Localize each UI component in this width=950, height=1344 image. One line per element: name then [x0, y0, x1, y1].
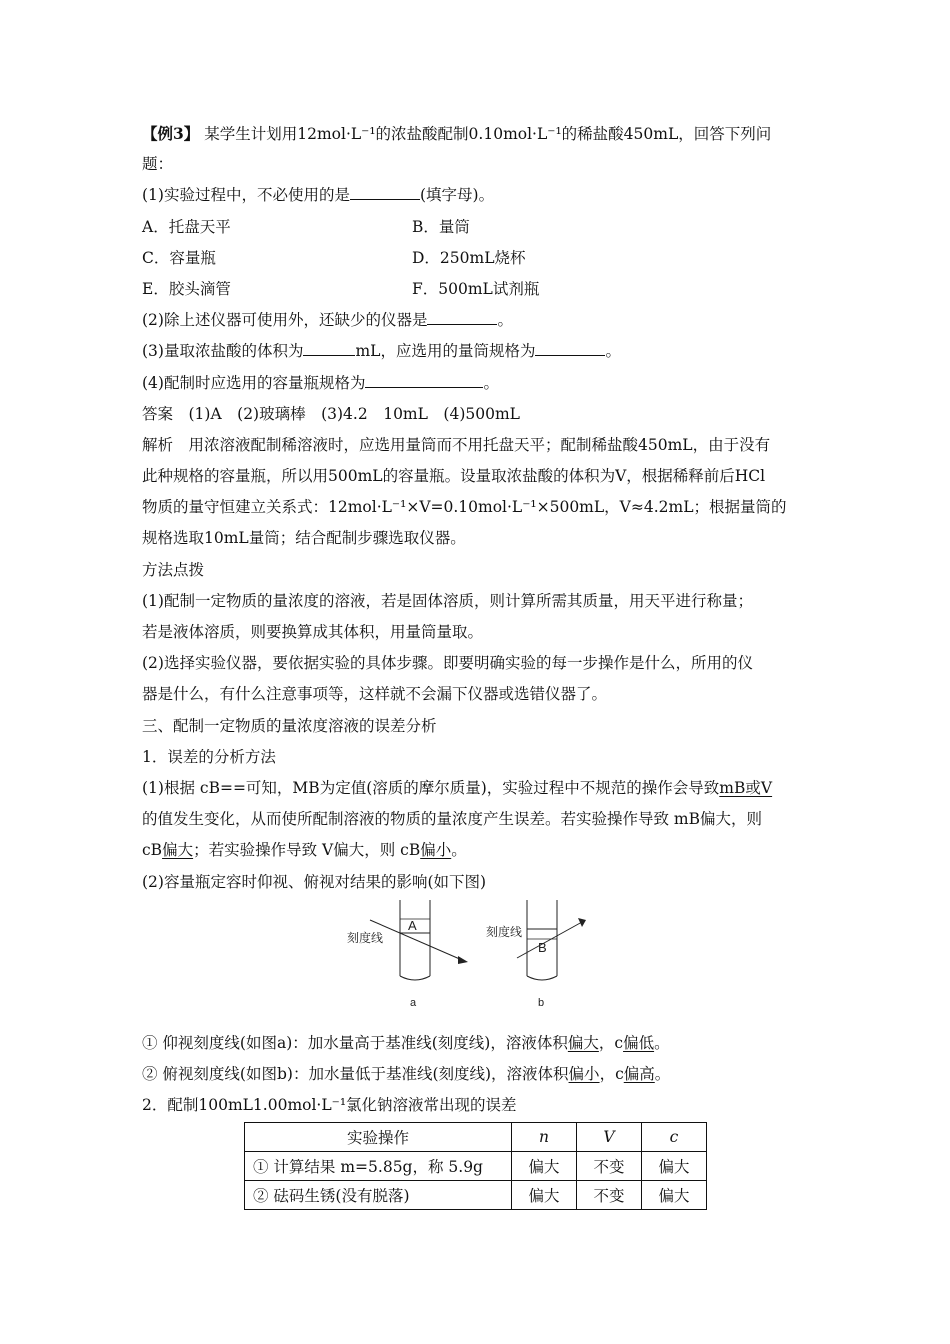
question-4: (4)配制时应选用的容量瓶规格为 。: [142, 373, 499, 392]
table-header-row: [245, 1123, 707, 1152]
document-body: [142, 118, 814, 1121]
option-e: E．胶头滴管: [142, 279, 231, 298]
table-cell: 偏大: [512, 1152, 577, 1181]
subsection-title: 2．配制100mL1.00mol·L⁻¹氯化钠溶液常出现的误差: [142, 1096, 517, 1115]
table-cell: 偏大: [642, 1181, 707, 1210]
answer-blank: [303, 341, 355, 356]
analysis-method-line-1: (1)根据 cB==可知，MB为定值(溶质的摩尔质量)，实验过程中不规范的操作会导致mB或V: [142, 778, 773, 797]
options-row-1: [142, 212, 814, 243]
option-a: A．托盘天平: [142, 217, 231, 236]
answer-blank: [535, 341, 605, 356]
table-cell: 偏大: [512, 1181, 577, 1210]
option-d: D．250mL烧杯: [412, 248, 526, 267]
table-row: [245, 1152, 707, 1181]
answer-line: 答案 (1)A (2)玻璃棒 (3)4.2 10mL (4)500mL: [142, 404, 520, 423]
table-cell: ① 计算结果 m=5.85g，称 5.9g: [245, 1152, 512, 1181]
figure-b: [486, 900, 586, 1009]
table-header: n: [512, 1123, 577, 1152]
analysis-line: 此种规格的容量瓶，所以用500mL的容量瓶。设量取浓盐酸的体积为V，根据稀释前后HCl: [142, 467, 766, 486]
method-line: 器是什么，有什么注意事项等，这样就不会漏下仪器或选错仪器了。: [142, 685, 608, 704]
look-up-line: ① 仰视刻度线(如图a)：加水量高于基准线(刻度线)，溶液体积偏大，c偏低。: [142, 1033, 670, 1052]
table-cell: ② 砝码生锈(没有脱落): [245, 1181, 512, 1210]
answer-blank: [427, 310, 497, 325]
table-cell: 偏大: [642, 1152, 707, 1181]
figure-intro: (2)容量瓶定容时仰视、俯视对结果的影响(如下图): [142, 872, 487, 891]
options-row-2: [142, 243, 814, 274]
table-header: 实验操作: [245, 1123, 512, 1152]
table-header: c: [642, 1123, 707, 1152]
flask-diagram: [142, 900, 814, 1028]
caption-b: b: [538, 996, 545, 1009]
table-cell: 不变: [577, 1152, 642, 1181]
table-row: [245, 1181, 707, 1210]
options-row-3: [142, 274, 814, 305]
scale-line-label-b: 刻度线: [486, 924, 523, 939]
option-c: C．容量瓶: [142, 248, 216, 267]
mark-a: A: [408, 917, 417, 933]
question-2: (2)除上述仪器可使用外，还缺少的仪器是 。: [142, 311, 513, 330]
caption-a: a: [410, 996, 417, 1009]
option-f: F．500mL试剂瓶: [412, 279, 540, 298]
mark-b: B: [538, 939, 547, 955]
section-title: 三、配制一定物质的量浓度溶液的误差分析: [142, 716, 437, 735]
question-1: (1)实验过程中，不必使用的是 (填字母)。: [142, 186, 495, 205]
method-line: 若是液体溶质，则要换算成其体积，用量筒量取。: [142, 623, 484, 641]
analysis-line: 规格选取10mL量筒；结合配制步骤选取仪器。: [142, 529, 466, 548]
analysis-line: 解析 用浓溶液配制稀溶液时，应选用量筒而不用托盘天平；配制稀盐酸450mL，由于没有: [142, 435, 771, 454]
analysis-line: 物质的量守恒建立关系式：12mol·L⁻¹×V=0.10mol·L⁻¹×500mL，V≈4.2mL；根据量筒的: [142, 498, 787, 517]
example-stem: 某学生计划用12mol·L⁻¹的浓盐酸配制0.10mol·L⁻¹的稀盐酸450mL，回答下列问: [204, 125, 772, 143]
example-stem-line-2: 题：: [142, 155, 174, 174]
answer-blank: [350, 185, 420, 200]
subsection-title: 1．误差的分析方法: [142, 747, 276, 766]
option-b: B．量筒: [412, 217, 470, 236]
figure-a: [347, 900, 468, 1009]
table-cell: 不变: [577, 1181, 642, 1210]
flask-figure: [142, 900, 814, 1028]
method-title: 方法点拨: [142, 560, 205, 579]
error-table: [244, 1122, 707, 1210]
analysis-method-line-3: cB偏大；若实验操作导致 V偏大，则 cB偏小。: [142, 841, 467, 860]
look-down-line: ② 俯视刻度线(如图b)：加水量低于基准线(刻度线)，溶液体积偏小，c偏高。: [142, 1064, 671, 1083]
question-3: (3)量取浓盐酸的体积为 mL，应选用的量筒规格为 。: [142, 342, 621, 361]
method-line: (2)选择实验仪器，要依据实验的具体步骤。即要明确实验的每一步操作是什么，所用的仪: [142, 654, 753, 673]
method-line: (1)配制一定物质的量浓度的溶液，若是固体溶质，则计算所需其质量，用天平进行称量；: [142, 591, 753, 610]
example-label: 【例3】: [142, 124, 200, 143]
table-header: V: [577, 1123, 642, 1152]
scale-line-label-a: 刻度线: [347, 930, 384, 945]
answer-blank: [365, 373, 483, 388]
example-stem-line-1: [142, 118, 814, 149]
analysis-method-line-2: 的值发生变化，从而使所配制溶液的物质的量浓度产生误差。若实验操作导致 mB偏大，则: [142, 810, 763, 829]
